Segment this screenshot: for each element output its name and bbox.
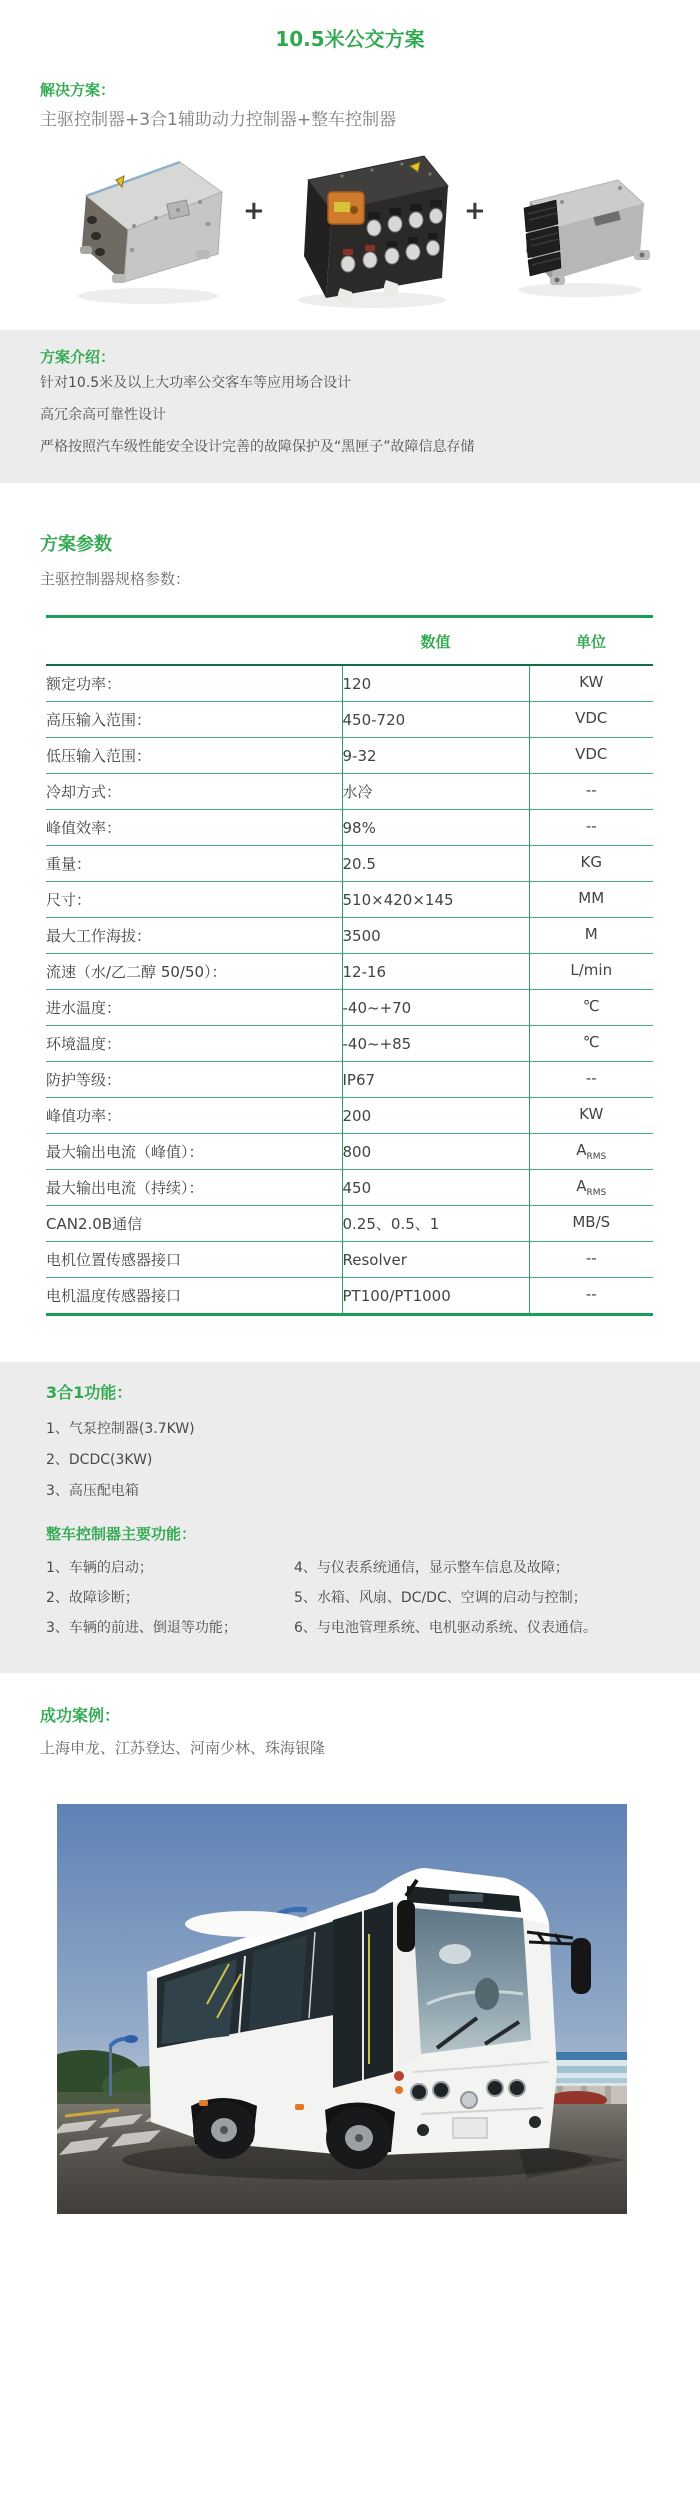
spec-unit-text: -- (585, 1069, 597, 1087)
spec-unit (529, 774, 653, 810)
spec-value: PT100/PT1000 (342, 1278, 529, 1315)
vcu-function-left: 3、车辆的前进、倒退等功能； (46, 1620, 237, 1636)
three-in-one-list (46, 1414, 670, 1507)
table-row (46, 1134, 653, 1170)
list-item: 2、DCDC(3KW) (46, 1452, 153, 1468)
spec-value: 450 (342, 1170, 529, 1206)
solution-heading: 解决方案： (40, 81, 116, 99)
main-drive-controller-icon (56, 150, 231, 308)
vcu-function-right: 5、水箱、风扇、DC/DC、空调的启动与控制； (294, 1590, 587, 1606)
spec-unit-text: -- (585, 817, 597, 835)
table-row (46, 1026, 653, 1062)
spec-value: 510×420×145 (342, 882, 529, 918)
spec-label: CAN2.0B通信 (46, 1206, 342, 1242)
spec-value: 水冷 (342, 774, 529, 810)
table-row (46, 882, 653, 918)
vcu-function-row (46, 1553, 670, 1583)
spec-unit-text: -- (585, 781, 597, 799)
spec-header-unit: 单位 (529, 617, 653, 666)
cases-companies: 上海申龙、江苏登达、河南少林、珠海银隆 (40, 1739, 326, 1757)
vehicle-controller-icon (498, 162, 653, 302)
table-row (46, 1062, 653, 1098)
spec-value: -40~+70 (342, 990, 529, 1026)
spec-label: 峰值功率： (46, 1098, 342, 1134)
solution-formula: 主驱控制器+3合1辅助动力控制器+整车控制器 (40, 110, 397, 130)
table-row (46, 1170, 653, 1206)
spec-unit (529, 1242, 653, 1278)
intro-line: 针对10.5米及以上大功率公交客车等应用场合设计 (40, 375, 352, 391)
vcu-function-right: 6、与电池管理系统、电机驱动系统、仪表通信。 (294, 1620, 597, 1636)
table-row (46, 774, 653, 810)
table-row (46, 954, 653, 990)
spec-unit-text: -- (585, 1249, 597, 1267)
spec-unit-text: MM (578, 889, 605, 907)
vcu-function-row (46, 1613, 670, 1643)
three-in-one-aux-controller-image (282, 140, 454, 316)
spec-value: 3500 (342, 918, 529, 954)
list-item: 1、气泵控制器(3.7KW) (46, 1421, 195, 1437)
spec-label: 低压输入范围： (46, 738, 342, 774)
spec-unit (529, 738, 653, 774)
spec-label: 冷却方式： (46, 774, 342, 810)
main-drive-controller-image (56, 150, 231, 312)
table-row (46, 1098, 653, 1134)
cases-section (40, 1705, 700, 1758)
spec-unit-text: VDC (575, 709, 608, 727)
spec-label: 高压输入范围： (46, 702, 342, 738)
solution-section (40, 80, 700, 132)
spec-unit-text: A (576, 1177, 587, 1195)
spec-table-header-row (46, 617, 653, 666)
spec-value: 200 (342, 1098, 529, 1134)
vcu-function-left: 2、故障诊断； (46, 1590, 139, 1606)
spec-unit-text: KW (579, 673, 604, 691)
spec-label: 最大输出电流（持续）： (46, 1170, 342, 1206)
spec-unit (529, 918, 653, 954)
product-image-strip (0, 140, 700, 318)
cases-heading: 成功案例： (40, 1706, 121, 1725)
params-section-head (40, 533, 700, 589)
table-row (46, 665, 653, 702)
params-subtitle: 主驱控制器规格参数： (40, 570, 191, 588)
spec-unit (529, 665, 653, 702)
spec-label: 进水温度： (46, 990, 342, 1026)
three-in-one-heading: 3合1功能： (46, 1383, 133, 1402)
spec-table (46, 615, 653, 1316)
spec-unit (529, 702, 653, 738)
spec-label: 重量： (46, 846, 342, 882)
spec-unit-text: L/min (570, 961, 613, 979)
page-title: 10.5米公交方案 (275, 27, 425, 51)
spec-label: 额定功率： (46, 665, 342, 702)
spec-value: 450-720 (342, 702, 529, 738)
spec-unit-text: MB/S (572, 1213, 611, 1231)
table-row (46, 918, 653, 954)
plus-icon: + (464, 196, 486, 226)
intro-heading: 方案介绍： (40, 348, 116, 366)
spec-unit (529, 1026, 653, 1062)
table-row (46, 702, 653, 738)
spec-label: 防护等级： (46, 1062, 342, 1098)
table-row (46, 990, 653, 1026)
spec-label: 尺寸： (46, 882, 342, 918)
spec-unit-text: ℃ (582, 997, 600, 1015)
spec-value: 98% (342, 810, 529, 846)
three-in-one-aux-controller-icon (282, 140, 454, 312)
spec-label: 峰值效率： (46, 810, 342, 846)
table-row (46, 810, 653, 846)
spec-value: -40~+85 (342, 1026, 529, 1062)
table-row (46, 1242, 653, 1278)
spec-value: 0.25、0.5、1 (342, 1206, 529, 1242)
spec-header-blank (46, 617, 342, 666)
spec-unit-text: ℃ (582, 1033, 600, 1051)
functions-section (0, 1362, 700, 1673)
spec-value: 20.5 (342, 846, 529, 882)
spec-unit-subscript: RMS (586, 1152, 607, 1162)
spec-unit-text: -- (585, 1285, 597, 1303)
spec-unit (529, 882, 653, 918)
spec-unit-subscript: RMS (586, 1188, 607, 1198)
spec-label: 最大工作海拔： (46, 918, 342, 954)
list-item: 3、高压配电箱 (46, 1483, 139, 1499)
table-row (46, 738, 653, 774)
spec-unit-text: KW (579, 1105, 604, 1123)
spec-unit (529, 954, 653, 990)
spec-value: IP67 (342, 1062, 529, 1098)
spec-label: 流速（水/乙二醇 50/50）： (46, 954, 342, 990)
white-electric-city-bus-photo (57, 1804, 627, 2214)
spec-unit (529, 1206, 653, 1242)
spec-label: 电机温度传感器接口 (46, 1278, 342, 1315)
spec-unit-text: M (584, 925, 598, 943)
vcu-function-left: 1、车辆的启动； (46, 1560, 153, 1576)
intro-lines (40, 367, 660, 463)
params-title: 方案参数 (40, 534, 112, 555)
spec-unit (529, 846, 653, 882)
spec-label: 电机位置传感器接口 (46, 1242, 342, 1278)
vcu-function-right: 4、与仪表系统通信，显示整车信息及故障； (294, 1560, 569, 1576)
spec-unit-text: A (576, 1141, 587, 1159)
spec-unit (529, 1062, 653, 1098)
spec-unit-text: VDC (575, 745, 608, 763)
spec-unit (529, 1278, 653, 1315)
table-row (46, 1278, 653, 1315)
spec-unit (529, 990, 653, 1026)
spec-label: 环境温度： (46, 1026, 342, 1062)
spec-unit (529, 1170, 653, 1206)
plus-icon: + (243, 196, 265, 226)
spec-unit (529, 1134, 653, 1170)
spec-value: 12-16 (342, 954, 529, 990)
spec-value: 9-32 (342, 738, 529, 774)
table-row (46, 1206, 653, 1242)
intro-section (0, 330, 700, 483)
vcu-function-row (46, 1583, 670, 1613)
intro-line: 严格按照汽车级性能安全设计完善的故障保护及“黑匣子”故障信息存储 (40, 439, 475, 455)
vehicle-controller-image (498, 162, 653, 306)
spec-unit (529, 810, 653, 846)
spec-header-value: 数值 (342, 617, 529, 666)
spec-value: 120 (342, 665, 529, 702)
spec-unit-text: KG (580, 853, 602, 871)
spec-value: 800 (342, 1134, 529, 1170)
intro-line: 高冗余高可靠性设计 (40, 407, 166, 423)
spec-label: 最大输出电流（峰值）： (46, 1134, 342, 1170)
vcu-functions-list (46, 1553, 670, 1643)
spec-value: Resolver (342, 1242, 529, 1278)
table-row (46, 846, 653, 882)
spec-unit (529, 1098, 653, 1134)
vcu-functions-heading: 整车控制器主要功能： (46, 1525, 197, 1543)
